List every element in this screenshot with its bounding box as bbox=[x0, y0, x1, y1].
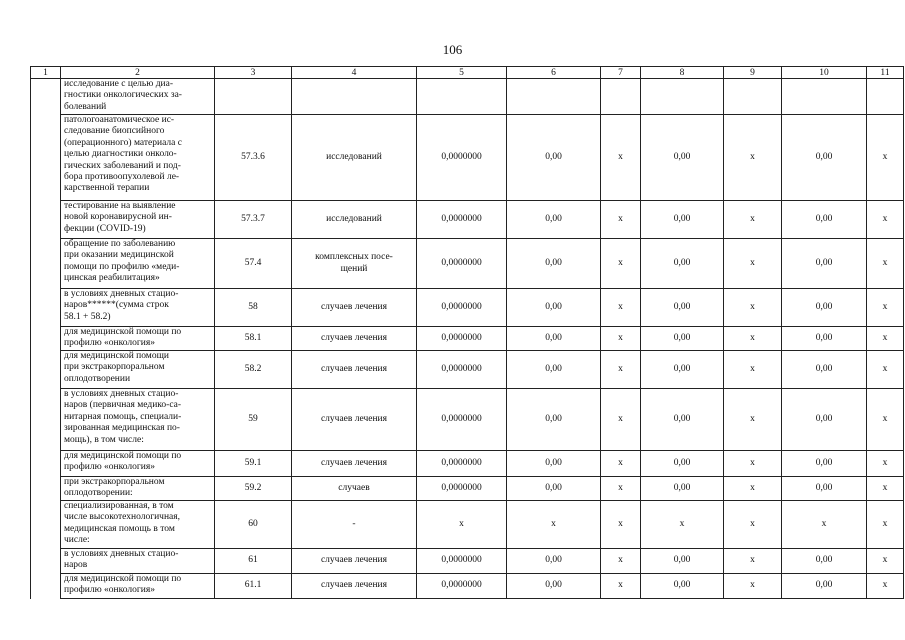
data-table bbox=[30, 66, 904, 599]
page-number: 106 bbox=[442, 42, 463, 57]
row-number-cell: 57.4 bbox=[215, 239, 292, 289]
col10-cell bbox=[782, 79, 867, 115]
column-header-8: 8 bbox=[641, 67, 724, 79]
col6-cell: 0,00 bbox=[507, 451, 601, 477]
indicator-name-cell: специализированная, в том числе высокотехнологичная, медицинская помощь в том числе: bbox=[61, 501, 215, 549]
col5-cell: 0,0000000 bbox=[417, 389, 507, 451]
col7-cell: х bbox=[601, 574, 641, 599]
col9-cell: х bbox=[724, 477, 782, 501]
indicator-name-cell: в условиях дневных стацио- наров (первичная медико-са- нитарная помощь, специали- зированная медицинская по- мощь), в том числе: bbox=[61, 389, 215, 451]
row-number-cell: 59.1 bbox=[215, 451, 292, 477]
header-row bbox=[31, 67, 904, 79]
col6-cell: х bbox=[507, 501, 601, 549]
col1-cell bbox=[31, 501, 61, 549]
col1-cell bbox=[31, 239, 61, 289]
col6-cell: 0,00 bbox=[507, 389, 601, 451]
col11-cell: х bbox=[867, 115, 904, 201]
col9-cell: х bbox=[724, 501, 782, 549]
col10-cell: 0,00 bbox=[782, 549, 867, 574]
col5-cell: 0,0000000 bbox=[417, 327, 507, 351]
col10-cell: х bbox=[782, 501, 867, 549]
col11-cell: х bbox=[867, 351, 904, 389]
column-header-6: 6 bbox=[507, 67, 601, 79]
unit-cell bbox=[292, 79, 417, 115]
col8-cell: 0,00 bbox=[641, 574, 724, 599]
row-number-cell: 61 bbox=[215, 549, 292, 574]
col6-cell: 0,00 bbox=[507, 574, 601, 599]
indicator-name-cell: при экстракорпоральном оплодотворении: bbox=[61, 477, 215, 501]
col10-cell: 0,00 bbox=[782, 574, 867, 599]
table-row bbox=[31, 389, 904, 451]
col10-cell: 0,00 bbox=[782, 239, 867, 289]
col11-cell bbox=[867, 79, 904, 115]
unit-cell: комплексных посе- щений bbox=[292, 239, 417, 289]
col8-cell: 0,00 bbox=[641, 389, 724, 451]
col8-cell: 0,00 bbox=[641, 239, 724, 289]
col10-cell: 0,00 bbox=[782, 327, 867, 351]
col9-cell: х bbox=[724, 574, 782, 599]
row-number-cell: 57.3.7 bbox=[215, 201, 292, 239]
col11-cell: х bbox=[867, 239, 904, 289]
table-row bbox=[31, 201, 904, 239]
col7-cell: х bbox=[601, 451, 641, 477]
col11-cell: х bbox=[867, 451, 904, 477]
column-header-10: 10 bbox=[782, 67, 867, 79]
col11-cell: х bbox=[867, 389, 904, 451]
indicator-name-cell: для медицинской помощи при экстракорпоральном оплодотворении bbox=[61, 351, 215, 389]
col8-cell: 0,00 bbox=[641, 451, 724, 477]
col9-cell: х bbox=[724, 289, 782, 327]
table-row bbox=[31, 327, 904, 351]
col10-cell: 0,00 bbox=[782, 451, 867, 477]
col1-cell bbox=[31, 351, 61, 389]
col1-cell bbox=[31, 451, 61, 477]
col5-cell: 0,0000000 bbox=[417, 574, 507, 599]
col7-cell: х bbox=[601, 201, 641, 239]
col6-cell: 0,00 bbox=[507, 201, 601, 239]
table-row bbox=[31, 451, 904, 477]
col11-cell: х bbox=[867, 574, 904, 599]
col10-cell: 0,00 bbox=[782, 115, 867, 201]
col1-cell bbox=[31, 549, 61, 574]
col10-cell: 0,00 bbox=[782, 289, 867, 327]
col6-cell: 0,00 bbox=[507, 239, 601, 289]
col8-cell: х bbox=[641, 501, 724, 549]
col8-cell: 0,00 bbox=[641, 327, 724, 351]
col1-cell bbox=[31, 477, 61, 501]
col11-cell: х bbox=[867, 201, 904, 239]
row-number-cell: 59 bbox=[215, 389, 292, 451]
col11-cell: х bbox=[867, 327, 904, 351]
column-header-5: 5 bbox=[417, 67, 507, 79]
col7-cell: х bbox=[601, 389, 641, 451]
col10-cell: 0,00 bbox=[782, 201, 867, 239]
col11-cell: х bbox=[867, 549, 904, 574]
col5-cell bbox=[417, 79, 507, 115]
table-row bbox=[31, 115, 904, 201]
col1-cell bbox=[31, 574, 61, 599]
col6-cell: 0,00 bbox=[507, 115, 601, 201]
col11-cell: х bbox=[867, 477, 904, 501]
col6-cell: 0,00 bbox=[507, 327, 601, 351]
row-number-cell: 59.2 bbox=[215, 477, 292, 501]
col8-cell: 0,00 bbox=[641, 289, 724, 327]
unit-cell: случаев лечения bbox=[292, 549, 417, 574]
col7-cell: х bbox=[601, 477, 641, 501]
unit-cell: исследований bbox=[292, 201, 417, 239]
col7-cell: х bbox=[601, 115, 641, 201]
table-row bbox=[31, 79, 904, 115]
column-header-3: 3 bbox=[215, 67, 292, 79]
table-row bbox=[31, 289, 904, 327]
col9-cell: х bbox=[724, 549, 782, 574]
indicator-name-cell: обращение по заболеванию при оказании медицинской помощи по профилю «меди- цинская реабилитация» bbox=[61, 239, 215, 289]
col11-cell: х bbox=[867, 501, 904, 549]
unit-cell: случаев лечения bbox=[292, 289, 417, 327]
indicator-name-cell: в условиях дневных стацио- наров******(сумма строк 58.1 + 58.2) bbox=[61, 289, 215, 327]
col7-cell: х bbox=[601, 351, 641, 389]
col5-cell: х bbox=[417, 501, 507, 549]
col7-cell: х bbox=[601, 501, 641, 549]
col5-cell: 0,0000000 bbox=[417, 451, 507, 477]
col5-cell: 0,0000000 bbox=[417, 351, 507, 389]
col9-cell: х bbox=[724, 389, 782, 451]
col7-cell: х bbox=[601, 549, 641, 574]
col5-cell: 0,0000000 bbox=[417, 115, 507, 201]
col10-cell: 0,00 bbox=[782, 477, 867, 501]
col5-cell: 0,0000000 bbox=[417, 289, 507, 327]
col1-cell bbox=[31, 201, 61, 239]
col1-cell bbox=[31, 327, 61, 351]
unit-cell: случаев лечения bbox=[292, 389, 417, 451]
col1-cell bbox=[31, 79, 61, 115]
indicator-name-cell: патологоанатомическое ис- следование биопсийного (операционного) материала с целью диагностики онколо- гических заболеваний и под- бора противоопухолевой ле- карственной терапии bbox=[61, 115, 215, 201]
col11-cell: х bbox=[867, 289, 904, 327]
table-row bbox=[31, 351, 904, 389]
col9-cell: х bbox=[724, 327, 782, 351]
table-row bbox=[31, 239, 904, 289]
col8-cell: 0,00 bbox=[641, 477, 724, 501]
row-number-cell: 58 bbox=[215, 289, 292, 327]
indicator-name-cell: для медицинской помощи по профилю «онкология» bbox=[61, 327, 215, 351]
row-number-cell: 61.1 bbox=[215, 574, 292, 599]
col8-cell bbox=[641, 79, 724, 115]
col5-cell: 0,0000000 bbox=[417, 239, 507, 289]
col9-cell bbox=[724, 79, 782, 115]
col6-cell: 0,00 bbox=[507, 477, 601, 501]
row-number-cell: 58.2 bbox=[215, 351, 292, 389]
column-header-2: 2 bbox=[61, 67, 215, 79]
indicator-name-cell: для медицинской помощи по профилю «онкология» bbox=[61, 451, 215, 477]
col6-cell bbox=[507, 79, 601, 115]
col8-cell: 0,00 bbox=[641, 351, 724, 389]
col7-cell: х bbox=[601, 289, 641, 327]
table-row bbox=[31, 501, 904, 549]
col6-cell: 0,00 bbox=[507, 351, 601, 389]
col5-cell: 0,0000000 bbox=[417, 201, 507, 239]
unit-cell: - bbox=[292, 501, 417, 549]
col9-cell: х bbox=[724, 115, 782, 201]
indicator-name-cell: для медицинской помощи по профилю «онкология» bbox=[61, 574, 215, 599]
column-header-1: 1 bbox=[31, 67, 61, 79]
table-row bbox=[31, 477, 904, 501]
col1-cell bbox=[31, 289, 61, 327]
row-number-cell bbox=[215, 79, 292, 115]
col10-cell: 0,00 bbox=[782, 389, 867, 451]
row-number-cell: 58.1 bbox=[215, 327, 292, 351]
col8-cell: 0,00 bbox=[641, 115, 724, 201]
col5-cell: 0,0000000 bbox=[417, 549, 507, 574]
indicator-name-cell: исследование с целью диа- гностики онкологических за- болеваний bbox=[61, 79, 215, 115]
table-body bbox=[31, 79, 904, 599]
unit-cell: случаев лечения bbox=[292, 451, 417, 477]
col9-cell: х bbox=[724, 239, 782, 289]
col8-cell: 0,00 bbox=[641, 549, 724, 574]
unit-cell: случаев bbox=[292, 477, 417, 501]
unit-cell: случаев лечения bbox=[292, 351, 417, 389]
col6-cell: 0,00 bbox=[507, 289, 601, 327]
column-header-9: 9 bbox=[724, 67, 782, 79]
unit-cell: исследований bbox=[292, 115, 417, 201]
col5-cell: 0,0000000 bbox=[417, 477, 507, 501]
col7-cell: х bbox=[601, 327, 641, 351]
indicator-name-cell: тестирование на выявление новой коронавирусной ин- фекции (COVID-19) bbox=[61, 201, 215, 239]
column-header-11: 11 bbox=[867, 67, 904, 79]
row-number-cell: 60 bbox=[215, 501, 292, 549]
table-row bbox=[31, 549, 904, 574]
indicator-name-cell: в условиях дневных стацио- наров bbox=[61, 549, 215, 574]
col9-cell: х bbox=[724, 451, 782, 477]
column-header-7: 7 bbox=[601, 67, 641, 79]
unit-cell: случаев лечения bbox=[292, 327, 417, 351]
col8-cell: 0,00 bbox=[641, 201, 724, 239]
col1-cell bbox=[31, 389, 61, 451]
col10-cell: 0,00 bbox=[782, 351, 867, 389]
col9-cell: х bbox=[724, 201, 782, 239]
table-row bbox=[31, 574, 904, 599]
col1-cell bbox=[31, 115, 61, 201]
row-number-cell: 57.3.6 bbox=[215, 115, 292, 201]
col7-cell: х bbox=[601, 239, 641, 289]
unit-cell: случаев лечения bbox=[292, 574, 417, 599]
column-header-4: 4 bbox=[292, 67, 417, 79]
col6-cell: 0,00 bbox=[507, 549, 601, 574]
col9-cell: х bbox=[724, 351, 782, 389]
col7-cell bbox=[601, 79, 641, 115]
